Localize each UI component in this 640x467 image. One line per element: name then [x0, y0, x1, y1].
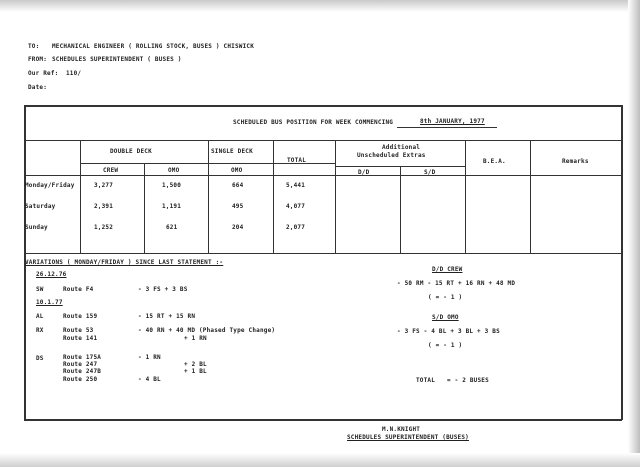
subheader-crew: CREW — [103, 167, 119, 174]
route-ds-2: Route 247 — [63, 361, 98, 368]
col-line-5 — [335, 140, 336, 253]
row-label: Monday/Friday — [25, 182, 75, 189]
route-al: Route 159 — [63, 313, 98, 320]
cell-crew: 1,252 — [94, 224, 114, 231]
ref-label: Our Ref: — [28, 70, 59, 77]
variation-date-2: 10.1.77 — [36, 299, 63, 306]
variations-heading: VARIATIONS ( MONDAY/FRIDAY ) SINCE LAST STATEMENT :- — [25, 259, 224, 266]
subheader-omo-single: OMO — [231, 167, 243, 174]
row-label: Saturday — [25, 203, 56, 210]
col-line-3 — [208, 140, 209, 253]
sd-omo-net: ( = - 1 ) — [428, 342, 463, 349]
col-line-4 — [273, 140, 274, 253]
table-bottom-line — [24, 253, 622, 254]
route-rx-1: Route 53 — [63, 327, 94, 334]
frame-bottom — [24, 419, 622, 421]
change-sw: - 3 FS + 3 BS — [138, 286, 188, 293]
change-ds-4: - 4 BL — [138, 376, 161, 383]
date-label: Date: — [28, 84, 48, 91]
col-line-2 — [144, 163, 145, 253]
scan-edge-right — [628, 0, 640, 467]
dd-crew-line: - 50 RM - 15 RT + 16 RN + 48 MD — [397, 280, 516, 287]
dd-crew-title: D/D CREW — [432, 266, 463, 273]
dd-crew-net: ( = - 1 ) — [428, 294, 463, 301]
header-bottom-line — [24, 175, 622, 176]
sd-omo-line: - 3 FS - 4 BL + 3 BL + 3 BS — [397, 328, 500, 335]
cell-single-omo: 664 — [232, 182, 244, 189]
subheader-dd: D/D — [358, 169, 370, 176]
scan-edge-bottom — [0, 453, 640, 467]
frame-right — [621, 105, 623, 420]
total-label: TOTAL — [416, 377, 436, 384]
col-line-1 — [80, 140, 81, 253]
signature-name: M.N.KNIGHT — [382, 426, 421, 433]
garage-ds: DS — [36, 355, 44, 362]
header-bea: B.E.A. — [483, 158, 506, 165]
cell-total: 5,441 — [286, 182, 306, 189]
cell-single-omo: 495 — [232, 203, 244, 210]
table-title: SCHEDULED BUS POSITION FOR WEEK COMMENCING — [233, 119, 394, 126]
route-sw: Route F4 — [63, 286, 94, 293]
cell-single-omo: 204 — [232, 224, 244, 231]
header-additional: Additional — [382, 144, 421, 151]
change-rx-2: + 1 RN — [184, 335, 207, 342]
to-value: MECHANICAL ENGINEER ( ROLLING STOCK, BUSES ) CHISWICK — [52, 43, 255, 50]
col-line-6 — [400, 166, 401, 253]
from-label: FROM: — [28, 56, 48, 63]
change-ds-1: - 1 RN — [138, 354, 161, 361]
col-line-7 — [465, 140, 466, 253]
garage-sw: SW — [36, 286, 44, 293]
scan-edge-top — [0, 0, 640, 12]
cell-omo: 1,500 — [162, 182, 182, 189]
cell-crew: 3,277 — [94, 182, 114, 189]
row-label: Sunday — [25, 224, 48, 231]
subheader-omo: OMO — [168, 167, 180, 174]
change-al: - 15 RT + 15 RN — [138, 313, 196, 320]
header-double-deck: DOUBLE DECK — [110, 148, 152, 155]
from-value: SCHEDULES SUPERINTENDENT ( BUSES ) — [52, 56, 182, 63]
week-date: 8th JANUARY, 1977 — [420, 118, 485, 125]
frame-top — [24, 105, 622, 107]
header-remarks: Remarks — [562, 158, 589, 165]
garage-al: AL — [36, 313, 44, 320]
sd-omo-title: S/D OMO — [432, 314, 459, 321]
cell-total: 4,077 — [286, 203, 306, 210]
week-underline — [397, 127, 497, 128]
total-value: = - 2 BUSES — [447, 377, 489, 384]
ref-value: 110/ — [66, 70, 82, 77]
header-single-deck: SINGLE DECK — [211, 148, 253, 155]
to-label: TO: — [28, 43, 40, 50]
subheader-sd: S/D — [424, 169, 436, 176]
variation-date-1: 26.12.76 — [36, 271, 67, 278]
route-rx-2: Route 141 — [63, 335, 98, 342]
signature-title: SCHEDULES SUPERINTENDENT (BUSES) — [347, 434, 469, 441]
change-ds-2: + 2 BL — [184, 361, 207, 368]
cell-omo: 621 — [166, 224, 178, 231]
change-ds-3: + 1 BL — [184, 368, 207, 375]
header-total: TOTAL — [287, 157, 307, 164]
change-rx-1: - 40 RN + 40 MD (Phased Type Change) — [138, 327, 276, 334]
route-ds-4: Route 250 — [63, 376, 98, 383]
route-ds-1: Route 175A — [63, 354, 102, 361]
route-ds-3: Route 247B — [63, 368, 102, 375]
garage-rx: RX — [36, 327, 44, 334]
cell-crew: 2,391 — [94, 203, 114, 210]
cell-total: 2,077 — [286, 224, 306, 231]
cell-omo: 1,191 — [162, 203, 182, 210]
header-unscheduled: Unscheduled Extras — [357, 152, 426, 159]
col-line-8 — [530, 140, 531, 253]
table-top-line — [24, 140, 622, 141]
